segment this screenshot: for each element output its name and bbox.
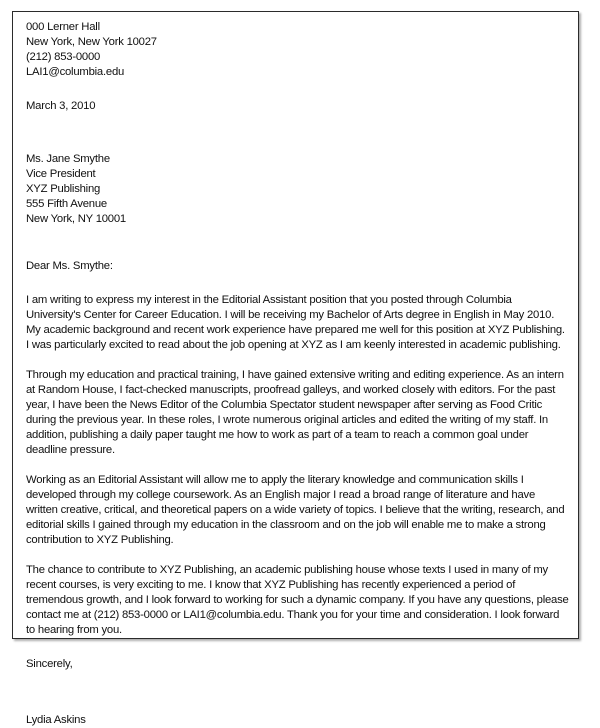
letter-page: [12, 11, 579, 726]
letter-salutation: Dear Ms. Smythe:: [26, 260, 113, 272]
letter-content: [13, 12, 578, 726]
recipient-street: 555 Fifth Avenue: [26, 198, 107, 210]
signature-name: Lydia Askins: [26, 714, 86, 726]
recipient-title: Vice President: [26, 168, 96, 180]
recipient-city-state-zip: New York, NY 10001: [26, 213, 126, 225]
spacer: [26, 80, 569, 99]
recipient-address-block: [26, 152, 569, 227]
recipient-name: Ms. Jane Smythe: [26, 153, 110, 165]
body-paragraph: Working as an Editorial Assistant will allow me to apply the literary knowledge and communication skills I developed through my college coursework. As an English major I read a broad range of literature and have written creative, critical, and theoretical papers on a wide variety of topics. I believe that the writing, research, and editorial skills I gained through my education in the classroom and on the job will enable me to make a strong contribution to XYZ Publishing.: [26, 474, 565, 546]
letter-date: March 3, 2010: [26, 100, 96, 112]
sender-address-line: New York, New York 10027: [26, 36, 157, 48]
sender-email-line: LAI1@columbia.edu: [26, 66, 125, 78]
spacer: [26, 638, 569, 657]
spacer: [26, 227, 569, 259]
spacer: [26, 548, 569, 563]
letter-closing: Sincerely,: [26, 658, 73, 670]
body-paragraph: Through my education and practical training, I have gained extensive writing and editing experience. As an intern at Random House, I fact-checked manuscripts, proofread galleys, and worked closely with editors. For the past year, I have been the News Editor of the Columbia Spectator student newspaper after serving as Food Critic during the previous year. In these roles, I wrote numerous original articles and edited the writing of my staff. In addition, publishing a daily paper taught me how to work as part of a team to reach a common goal under deadline pressure.: [26, 369, 564, 456]
recipient-company: XYZ Publishing: [26, 183, 101, 195]
body-paragraph: The chance to contribute to XYZ Publishing, an academic publishing house whose texts I used in many of my recent courses, is very exciting to me. I know that XYZ Publishing has recently experienced a period of tremendous growth, and I look forward to working for such a dynamic company. If you have any questions, please contact me at (212) 853-0000 or LAI1@columbia.edu. Thank you for your time and consideration. I look forward to hearing from you.: [26, 564, 569, 636]
spacer: [26, 353, 569, 368]
spacer: [26, 458, 569, 473]
spacer: [26, 114, 569, 152]
signature-space: [26, 672, 569, 713]
sender-address-line: 000 Lerner Hall: [26, 21, 100, 33]
body-paragraph: I am writing to express my interest in the Editorial Assistant position that you posted through Columbia University's Center for Career Education. I will be receiving my Bachelor of Arts degree in English in May 2010. My academic background and recent work experience have prepared me well for this position at XYZ Publishing. I was particularly excited to read about the job opening at XYZ as I am keenly interested in academic publishing.: [26, 294, 565, 351]
spacer: [26, 274, 569, 293]
sender-address-block: [26, 20, 569, 80]
sender-address-line: (212) 853-0000: [26, 51, 101, 63]
